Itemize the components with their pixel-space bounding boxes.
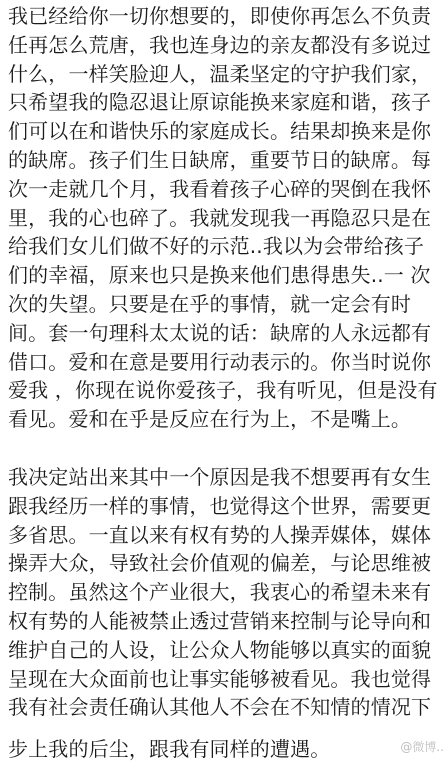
text-line: 什么，一样笑脸迎人，温柔坚定的守护我们家，	[8, 61, 432, 86]
text-line: 操弄大众，导致社会价值观的偏差，与论思维被	[8, 551, 432, 576]
text-line: 呈现在大众面前也让事实能够被看见。我也觉得	[8, 666, 432, 691]
text-line: 给我们女儿们做不好的示范..我以为会带给孩子	[8, 234, 425, 259]
text-line: 的缺席。孩子们生日缺席，重要节日的缺席。每	[8, 147, 432, 172]
text-line: 次的失望。只要是在乎的事情，就一定会有时	[8, 291, 411, 316]
text-line: 跟我经历一样的事情，也觉得这个世界，需要更	[8, 493, 432, 518]
text-line: 维护自己的人设，让公众人物能够以真实的面貌	[8, 637, 432, 662]
paragraph-2	[8, 463, 441, 722]
text-line: 里，我的心也碎了。我就发现我一再隐忍只是在	[8, 205, 432, 230]
text-line: 间。套一句理科太太说的话：缺席的人永远都有	[8, 320, 432, 345]
paragraph-1	[8, 2, 441, 434]
text-line: 借口。爱和在意是要用行动表示的。你当时说你	[8, 349, 432, 374]
text-line: 多省思。一直以来有权有势的人操弄媒体，媒体	[8, 522, 432, 547]
text-line: 权有势的人能被禁止透过营销来控制与论导向和	[8, 608, 432, 633]
text-line: 们可以在和谐快乐的家庭成长。结果却换来是你	[8, 119, 432, 144]
text-line: 控制。虽然这个产业很大，我衷心的希望未来有	[8, 580, 432, 605]
text-line: 我决定站出来其中一个原因是我不想要再有女生	[8, 465, 432, 489]
text-line: 们的幸福，原来也只是换来他们患得患失..一 次	[8, 263, 431, 288]
text-line: 看见。爱和在乎是反应在行为上，不是嘴上。	[8, 407, 411, 432]
text-line: 任再怎么荒唐，我也连身边的亲友都没有多说过	[8, 32, 432, 57]
text-line: 次一走就几个月，我看着孩子心碎的哭倒在我怀	[8, 176, 432, 201]
text-line: 我已经给你一切你想要的，即使你再怎么不负责	[8, 4, 432, 28]
final-text-line: 步上我的后尘，跟我有同样的遭遇。	[8, 737, 331, 761]
text-line: 爱我 ，你现在说你爱孩子，我有听见，但是没有	[8, 378, 438, 403]
weibo-watermark: @微博..	[400, 740, 444, 754]
text-line: 我有社会责任确认其他人不会在不知情的情况下	[8, 695, 432, 720]
text-line: 只希望我的隐忍退让原谅能换来家庭和谐，孩子	[8, 90, 432, 115]
